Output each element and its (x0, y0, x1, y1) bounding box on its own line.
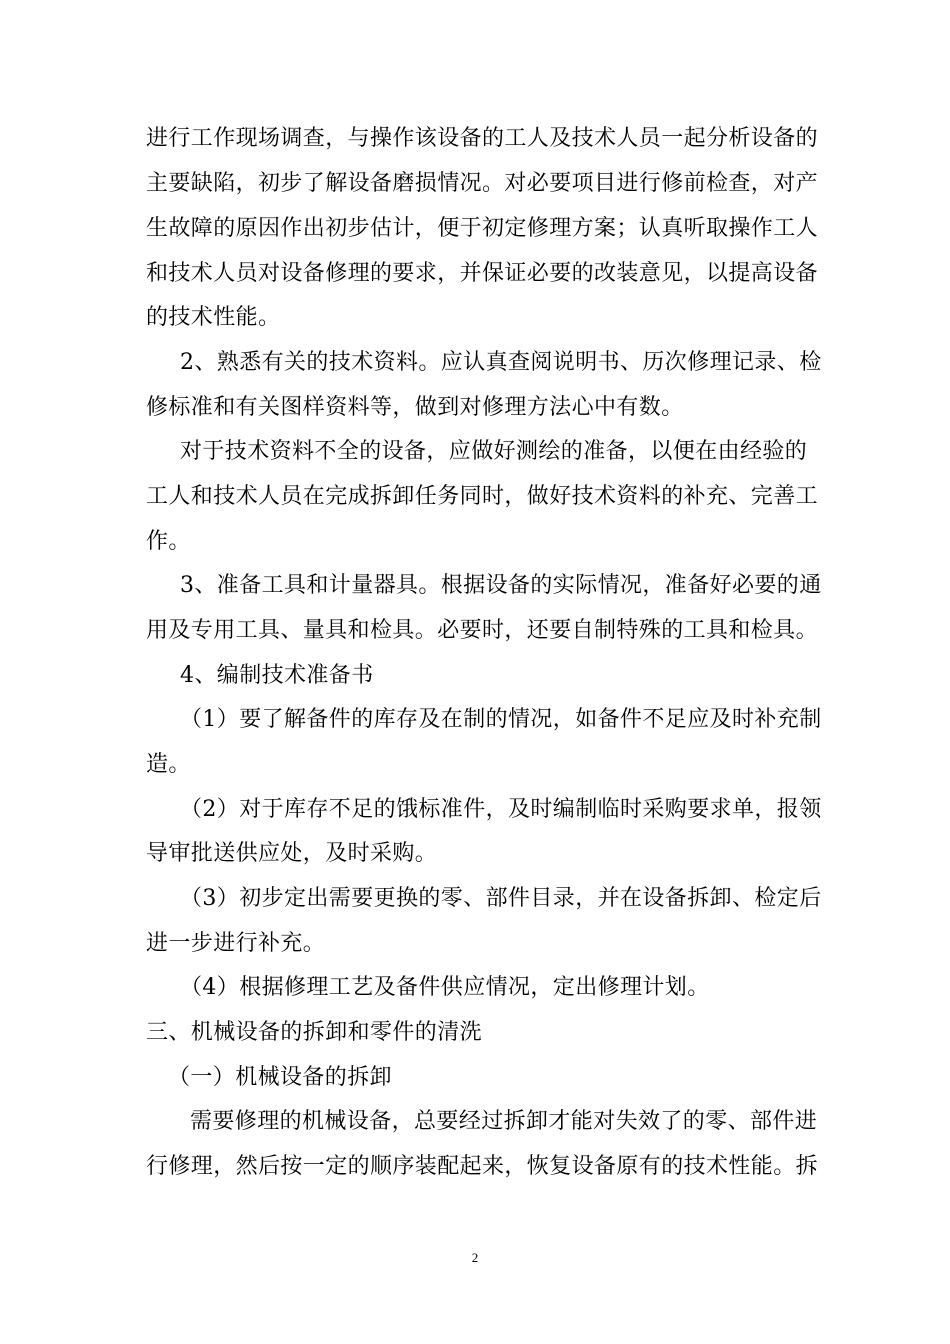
text-line: 和技术人员对设备修理的要求，并保证必要的改装意见，以提高设备 (146, 261, 819, 286)
text-line: 修标准和有关图样资料等，做到对修理方法心中有数。 (146, 395, 684, 420)
subsection-heading: （一）机械设备的拆卸 (168, 1065, 393, 1090)
text-line: 造。 (146, 752, 191, 777)
text-line: 对于技术资料不全的设备，应做好测绘的准备，以便在由经验的 (180, 439, 808, 464)
text-line: 需要修理的机械设备，总要经过拆卸才能对失效了的零、部件进 (190, 1109, 818, 1134)
text-line: （4）根据修理工艺及备件供应情况，定出修理计划。 (180, 975, 710, 1000)
text-line: 行修理，然后按一定的顺序装配起来，恢复设备原有的技术性能。拆 (146, 1154, 819, 1179)
text-line: 的技术性能。 (146, 305, 281, 330)
text-line: 2、熟悉有关的技术资料。应认真查阅说明书、历次修理记录、检 (180, 350, 822, 375)
text-line: 生故障的原因作出初步估计，便于初定修理方案；认真听取操作工人 (146, 216, 819, 241)
text-line: 3、准备工具和计量器具。根据设备的实际情况，准备好必要的通 (180, 573, 822, 598)
text-line: 用及专用工具、量具和检具。必要时，还要自制特殊的工具和检具。 (146, 618, 819, 643)
page-number: 2 (471, 1250, 479, 1265)
section-heading: 三、机械设备的拆卸和零件的清洗 (146, 1020, 483, 1045)
text-line: 进一步进行补充。 (146, 931, 326, 956)
text-line: （1）要了解备件的库存及在制的情况，如备件不足应及时补充制 (180, 707, 822, 732)
text-line: 主要缺陷，初步了解设备磨损情况。对必要项目进行修前检查，对产 (146, 171, 819, 196)
text-line: 导审批送供应处，及时采购。 (146, 841, 438, 866)
text-line: 进行工作现场调查，与操作该设备的工人及技术人员一起分析设备的 (146, 126, 819, 151)
text-line: 作。 (146, 529, 191, 554)
text-line: （2）对于库存不足的饿标准件，及时编制临时采购要求单，报领 (180, 797, 822, 822)
text-line: （3）初步定出需要更换的零、部件目录，并在设备拆卸、检定后 (180, 886, 822, 911)
text-line: 4、编制技术准备书 (180, 663, 374, 688)
text-line: 工人和技术人员在完成拆卸任务同时，做好技术资料的补充、完善工 (146, 484, 819, 509)
